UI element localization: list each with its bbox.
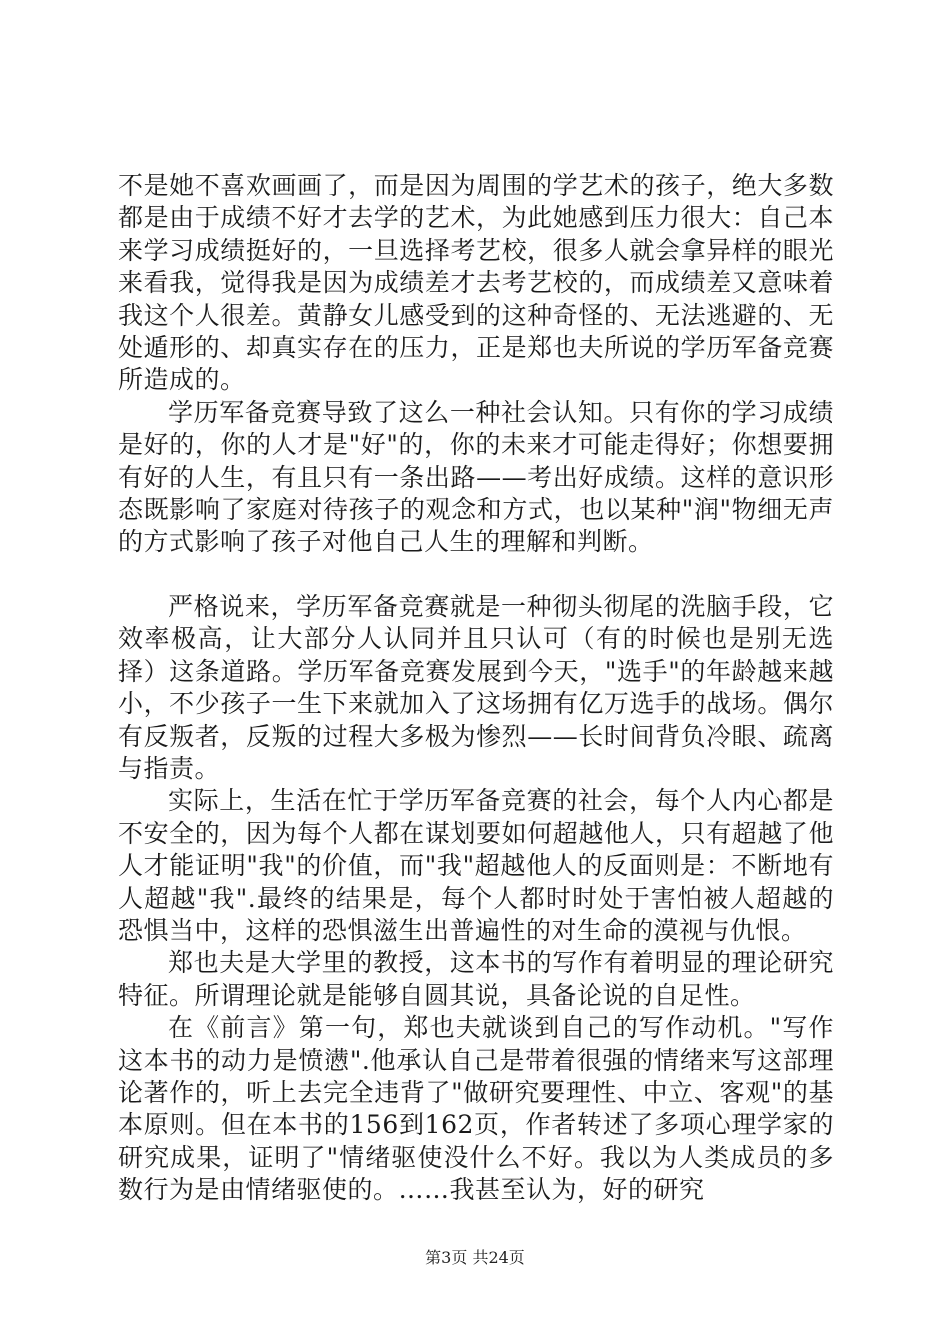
paragraph-5: 郑也夫是大学里的教授，这本书的写作有着明显的理论研究特征。所谓理论就是能够自圆其说，具备论说的自足性。	[118, 948, 834, 1010]
paragraph-4: 实际上，生活在忙于学历军备竞赛的社会，每个人内心都是不安全的，因为每个人都在谋划要如何超越他人，只有超越了他人才能证明"我"的价值，而"我"超越他人的反面则是：不断地有人超越"我".最终的结果是，每个人都时时处于害怕被人超越的恐惧当中，这样的恐惧滋生出普遍性的对生命的漠视与仇恨。	[118, 786, 834, 945]
paragraph-6: 在《前言》第一句，郑也夫就谈到自己的写作动机。"写作这本书的动力是愤懑".他承认自己是带着很强的情绪来写这部理论著作的，听上去完全违背了"做研究要理性、中立、客观"的基本原则。但在本书的156到162页，作者转述了多项心理学家的研究成果，证明了"情绪驱使没什么不好。我以为人类成员的多数行为是由情绪驱使的。……我甚至认为，好的研究	[118, 1013, 834, 1205]
page-number-footer: 第3页 共24页	[425, 1248, 525, 1267]
paragraph-1: 不是她不喜欢画画了，而是因为周围的学艺术的孩子，绝大多数都是由于成绩不好才去学的艺术，为此她感到压力很大：自己本来学习成绩挺好的，一旦选择考艺校，很多人就会拿异样的眼光来看我，觉得我是因为成绩差才去考艺校的，而成绩差又意味着我这个人很差。黄静女儿感受到的这种奇怪的、无法逃避的、无处遁形的、却真实存在的压力，正是郑也夫所说的学历军备竞赛所造成的。	[118, 171, 834, 395]
paragraph-gap	[118, 559, 834, 591]
body-text	[118, 170, 834, 1207]
paragraph-2: 学历军备竞赛导致了这么一种社会认知。只有你的学习成绩是好的，你的人才是"好"的，你的未来才可能走得好；你想要拥有好的人生，有且只有一条出路——考出好成绩。这样的意识形态既影响了家庭对待孩子的观念和方式，也以某种"润"物细无声的方式影响了孩子对他自己人生的理解和判断。	[118, 397, 834, 557]
paragraph-3: 严格说来，学历军备竞赛就是一种彻头彻尾的洗脑手段，它效率极高，让大部分人认同并且只认可（有的时候也是别无选择）这条道路。学历军备竞赛发展到今天，"选手"的年龄越来越小，不少孩子一生下来就加入了这场拥有亿万选手的战场。偶尔有反叛者，反叛的过程大多极为惨烈——长时间背负冷眼、疏离与指责。	[118, 591, 834, 783]
